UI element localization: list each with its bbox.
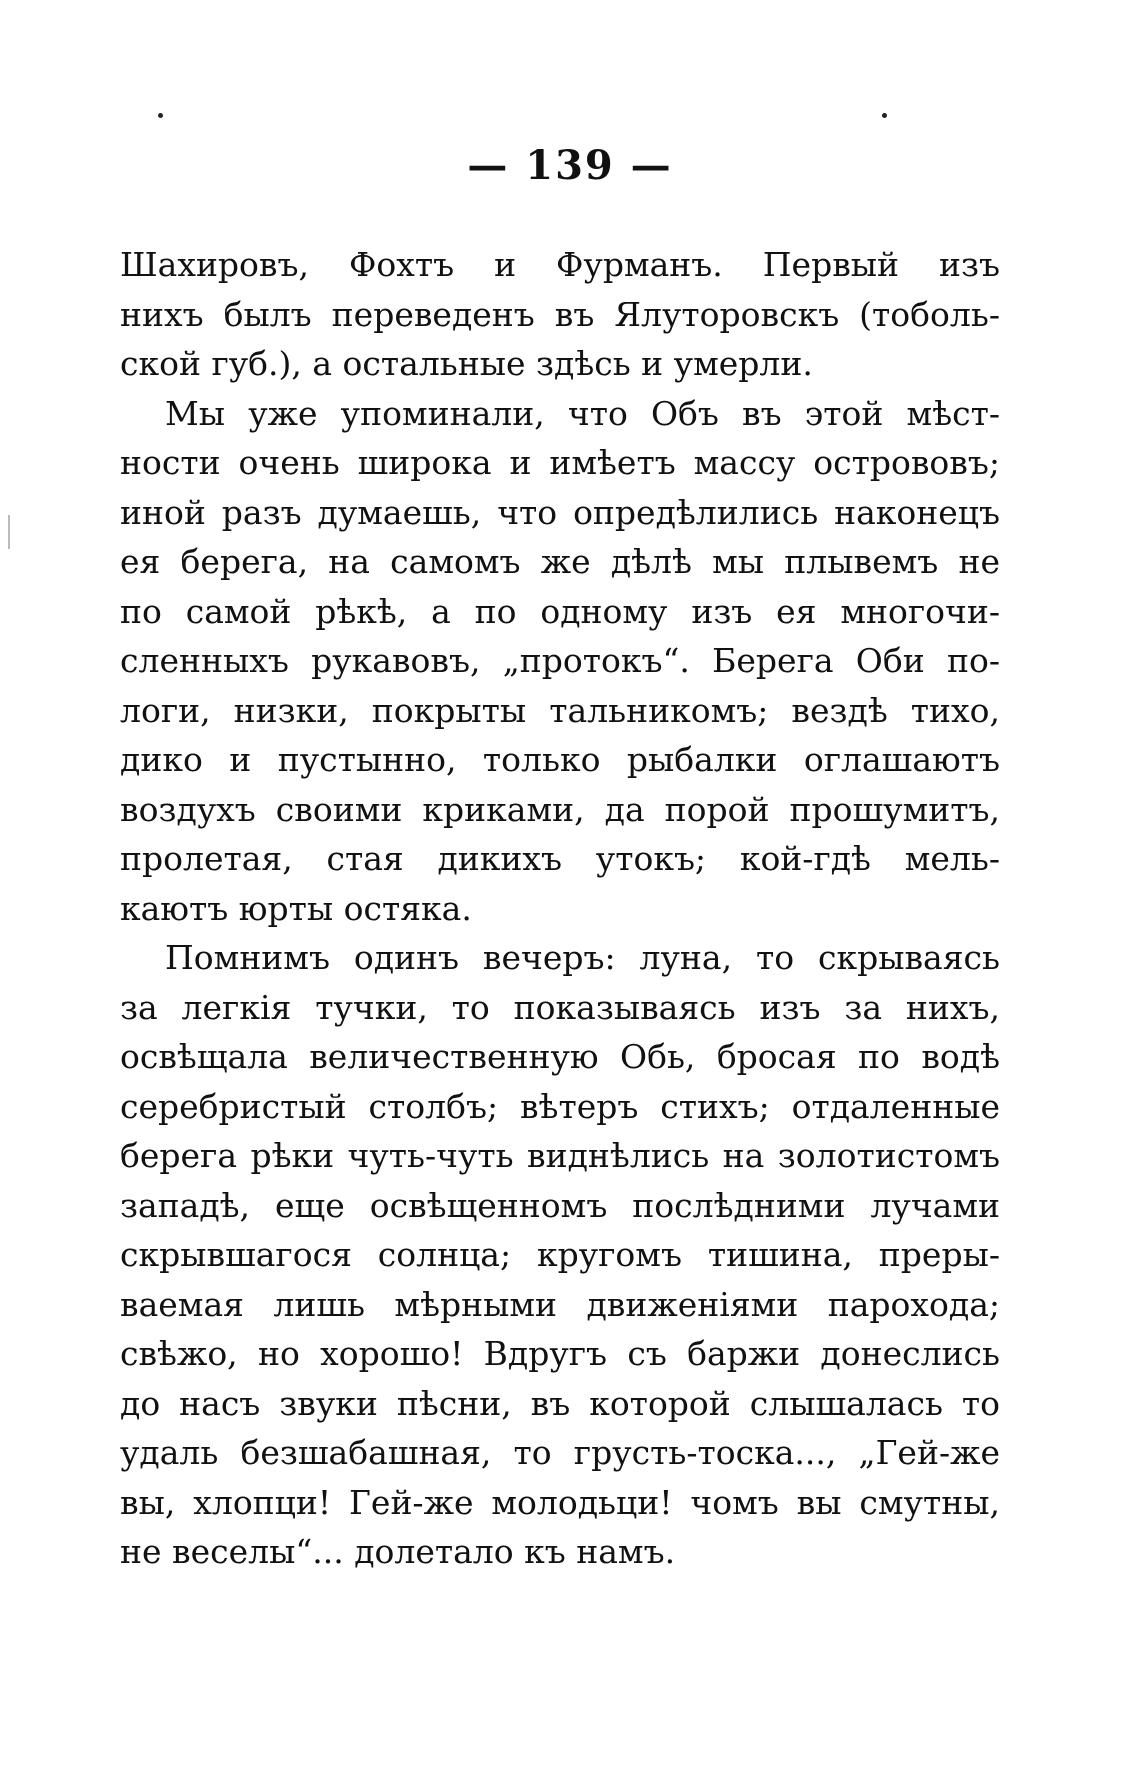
print-speck-left	[158, 113, 163, 118]
text-line: пролетая, стая дикихъ утокъ; кой-гдѣ мель-	[120, 839, 1000, 878]
body-text	[120, 240, 1000, 1577]
text-line: Помнимъ одинъ вечеръ: луна, то скрываясь	[165, 938, 1000, 977]
text-line: ности очень широка и имѣетъ массу острововъ;	[120, 443, 1000, 482]
text-line: западѣ, еще освѣщенномъ послѣдними лучами	[120, 1185, 1000, 1225]
text-line: свѣжо, но хорошо! Вдругъ съ баржи донеслись	[120, 1334, 1000, 1373]
text-line: по самой рѣкѣ, а по одному изъ ея многочи-	[120, 591, 1000, 631]
text-line: берега рѣки чуть-чуть виднѣлись на золотистомъ	[120, 1136, 1000, 1175]
text-line: ваемая лишь мѣрными движеніями парохода;	[120, 1284, 1000, 1324]
scan-edge-mark	[8, 515, 10, 549]
text-line: воздухъ своими криками, да порой прошумитъ,	[120, 789, 1000, 829]
text-line: Мы уже упоминали, что Объ въ этой мѣст-	[165, 393, 1000, 433]
text-line: освѣщала величественную Обь, бросая по водѣ	[120, 1037, 1000, 1076]
text-line: сленныхъ рукавовъ, „протокъ“. Берега Оби по-	[120, 641, 1000, 680]
text-line: до насъ звуки пѣсни, въ которой слышалась то	[120, 1383, 1000, 1423]
print-speck-right	[882, 113, 887, 118]
text-line: ея берега, на самомъ же дѣлѣ мы плывемъ не	[120, 542, 1000, 581]
text-line: дико и пустынно, только рыбалки оглашаютъ	[120, 740, 1000, 779]
text-line: логи, низки, покрыты тальникомъ; вездѣ тихо,	[120, 690, 1000, 730]
text-line: Шахировъ, Фохтъ и Фурманъ. Первый изъ	[120, 245, 1000, 284]
text-line: скрывшагося солнца; кругомъ тишина, преры-	[120, 1235, 1000, 1274]
page-number: — 139 —	[467, 142, 673, 189]
text-line: за легкія тучки, то показываясь изъ за нихъ,	[120, 987, 1000, 1027]
text-line: иной разъ думаешь, что опредѣлились наконецъ	[120, 492, 1000, 532]
text-line: не веселы“... долетало къ намъ.	[120, 1532, 676, 1571]
text-line: вы, хлопци! Гей-же молодьци! чомъ вы смутны,	[120, 1482, 1000, 1522]
text-line: каютъ юрты остяка.	[120, 888, 472, 928]
text-line: удаль безшабашная, то грусть-тоска..., „Гей-же	[120, 1433, 1000, 1472]
text-line: нихъ былъ переведенъ въ Ялуторовскъ (тоболь-	[120, 294, 1000, 334]
text-line: серебристый столбъ; вѣтеръ стихъ; отдаленные	[120, 1086, 1000, 1126]
text-line: ской губ.), а остальные здѣсь и умерли.	[120, 344, 813, 383]
